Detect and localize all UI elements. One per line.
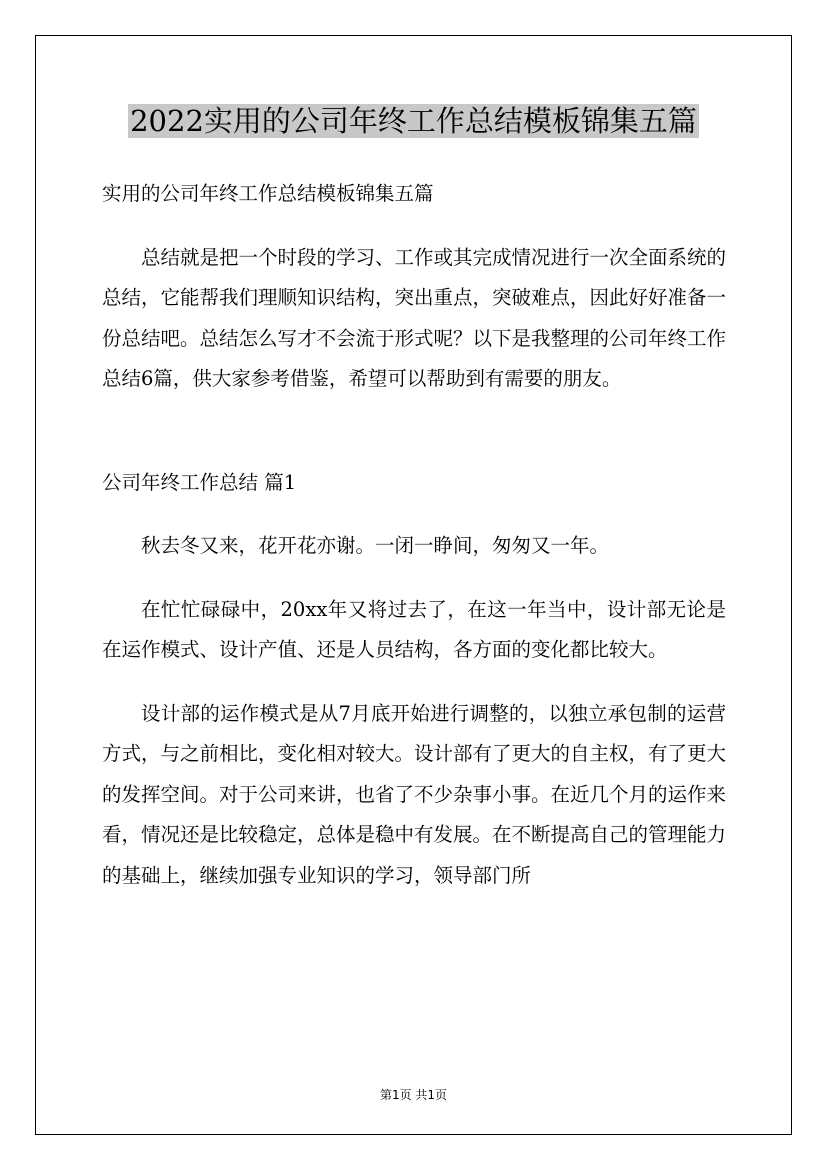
document-title-text: 2022实用的公司年终工作总结模板锦集五篇 — [130, 104, 697, 138]
document-subtitle: 实用的公司年终工作总结模板锦集五篇 — [102, 182, 434, 205]
spacer — [102, 671, 726, 694]
spacer — [102, 400, 726, 463]
spacer — [102, 215, 726, 238]
document-title — [0, 100, 827, 142]
page-number-label: 第1页 共1页 — [379, 1088, 448, 1102]
page-footer — [0, 1086, 827, 1103]
document-body — [102, 174, 726, 896]
paragraph: 设计部的运作模式是从7月底开始进行调整的，以独立承包制的运营方式，与之前相比，变化相对较大。设计部有了更大的自主权，有了更大的发挥空间。对于公司来讲，也省了不少杂事小事。在近几个月的运作来看，情况还是比较稳定，总体是稳中有发展。在不断提高自己的管理能力的基础上，继续加强专业知识的学习，领导部门所 — [102, 701, 727, 887]
spacer — [102, 567, 726, 590]
paragraph: 在忙忙碌碌中，20xx年又将过去了，在这一年当中，设计部无论是在运作模式、设计产值、还是人员结构，各方面的变化都比较大。 — [102, 597, 726, 661]
intro-paragraph: 总结就是把一个时段的学习、工作或其完成情况进行一次全面系统的总结，它能帮我们理顺知识结构，突出重点，突破难点，因此好好准备一份总结吧。总结怎么写才不会流于形式呢？以下是我整理的公司年终工作总结6篇，供大家参考借鉴，希望可以帮助到有需要的朋友。 — [102, 245, 727, 390]
spacer — [102, 503, 726, 526]
paragraph: 秋去冬又来，花开花亦谢。一闭一睁间，匆匆又一年。 — [141, 534, 610, 557]
section-heading: 公司年终工作总结 篇1 — [102, 470, 297, 494]
